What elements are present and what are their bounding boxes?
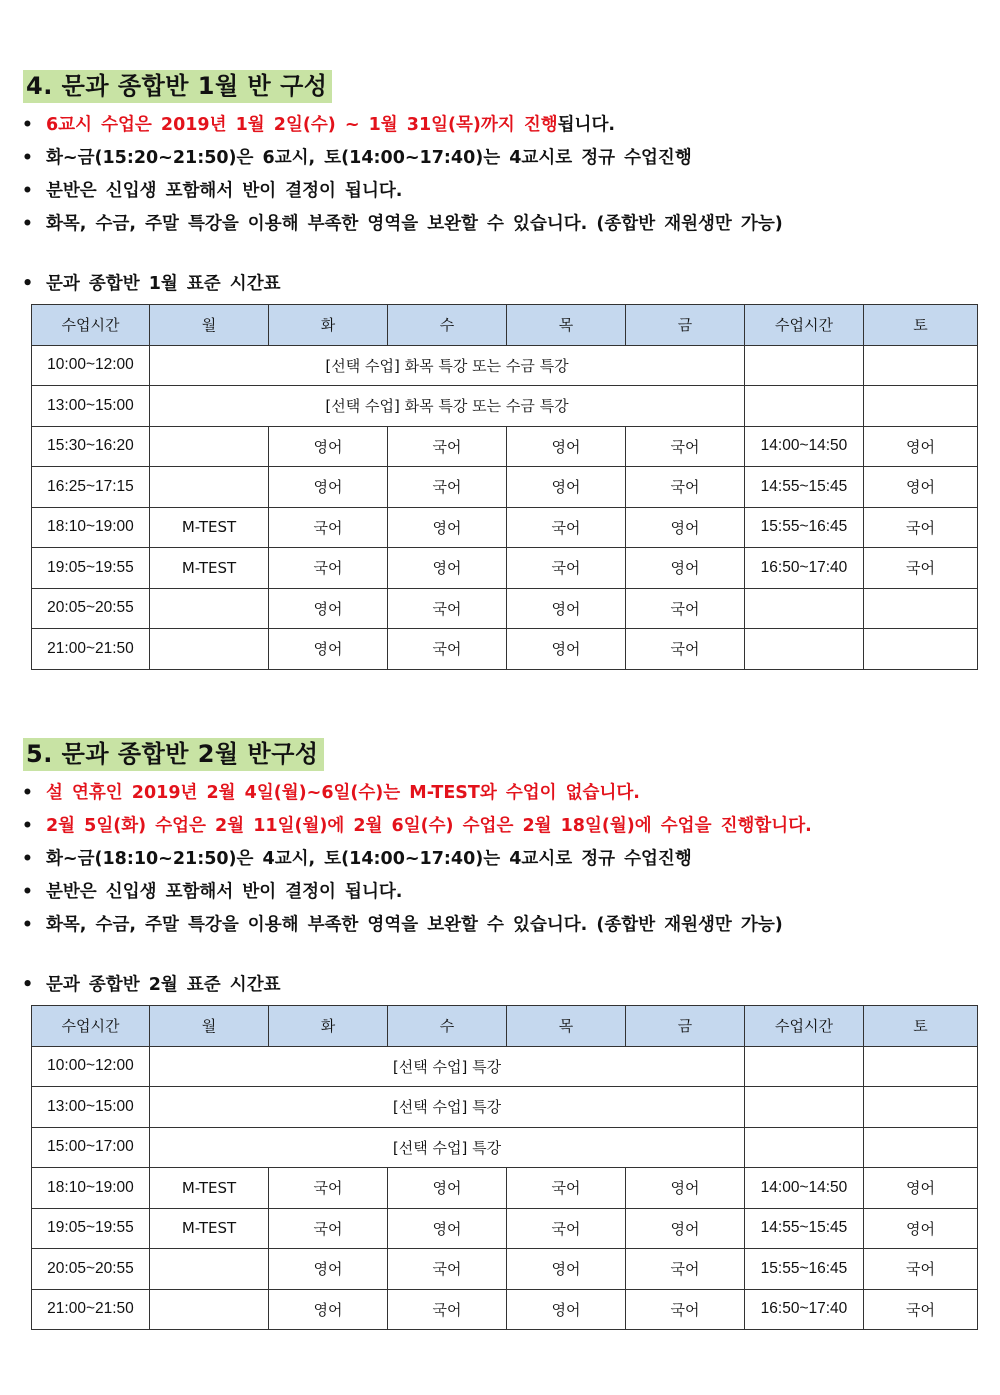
notice-text: 화~금(18:10~21:50)은 4교시, 토(14:00~17:40)는 4교시로 정규 수업진행 [46,849,692,869]
bullet-icon: • [22,214,33,234]
subject-cell: 국어 [269,1168,388,1209]
table-row [32,629,978,670]
timetable-january [31,304,978,670]
elective-cell: [선택 수업] 특강 [150,1087,745,1128]
bullet-icon: • [22,849,33,869]
column-header: 수 [388,305,507,346]
notice-item [22,109,1000,142]
table-header-row [32,1006,978,1047]
subject-cell: 영어 [626,548,745,589]
bullet-icon: • [22,975,34,995]
column-header: 수업시간 [32,1006,150,1047]
time-cell: 10:00~12:00 [32,345,150,386]
notice-text: 분반은 신입생 포함해서 반이 결정이 됩니다. [46,882,403,902]
column-header: 월 [150,1006,269,1047]
empty-cell [864,345,978,386]
subject-cell [150,588,269,629]
column-header: 목 [507,1006,626,1047]
subject-cell: 영어 [626,1208,745,1249]
table-row [32,1127,978,1168]
time-cell: 15:30~16:20 [32,426,150,467]
table-row [32,1208,978,1249]
subject-cell: 국어 [388,629,507,670]
bullet-icon: • [22,181,33,201]
subject-cell: 국어 [388,426,507,467]
empty-cell [745,1127,864,1168]
subject-cell: 국어 [269,1208,388,1249]
table-row [32,386,978,427]
time-cell: 18:10~19:00 [32,507,150,548]
notice-item [22,876,1000,909]
empty-cell [745,1087,864,1128]
time-cell: 21:00~21:50 [32,1289,150,1330]
column-header: 수업시간 [745,1006,864,1047]
subject-cell: 영어 [269,467,388,508]
empty-cell [864,1046,978,1087]
section-heading: 4. 문과 종합반 1월 반 구성 [23,70,332,103]
subject-cell: 영어 [626,507,745,548]
subject-cell: M-TEST [150,1168,269,1209]
column-header: 토 [864,305,978,346]
subject-cell: 국어 [626,467,745,508]
column-header: 수업시간 [745,305,864,346]
subject-cell: 영어 [269,1249,388,1290]
subject-cell: 영어 [269,629,388,670]
subject-cell: 국어 [626,629,745,670]
section-february [0,738,1000,1330]
elective-cell: [선택 수업] 특강 [150,1046,745,1087]
subject-cell: M-TEST [150,507,269,548]
empty-cell [745,1046,864,1087]
bullet-icon: • [22,816,33,836]
time-cell: 20:05~20:55 [32,1249,150,1290]
column-header: 수 [388,1006,507,1047]
bullet-icon: • [22,274,34,294]
subject-cell: 영어 [507,1289,626,1330]
time-cell: 13:00~15:00 [32,1087,150,1128]
subject-cell: 국어 [507,1208,626,1249]
subject-cell: 영어 [507,1249,626,1290]
section-heading: 5. 문과 종합반 2월 반구성 [23,738,324,771]
table-row [32,548,978,589]
subject-cell: 국어 [507,507,626,548]
subject-cell: 국어 [626,1249,745,1290]
notice-list [22,109,1000,241]
table-row [32,1087,978,1128]
subject-cell [150,1289,269,1330]
time-cell: 16:50~17:40 [745,548,864,589]
subject-cell: 영어 [864,467,978,508]
subject-cell: M-TEST [150,1208,269,1249]
subject-cell: 국어 [626,1289,745,1330]
time-cell [745,588,864,629]
table-row [32,1168,978,1209]
subject-cell: 영어 [507,588,626,629]
table-row [32,1046,978,1087]
empty-cell [745,345,864,386]
subject-cell: 국어 [269,548,388,589]
subject-cell [150,467,269,508]
time-cell: 15:55~16:45 [745,507,864,548]
elective-cell: [선택 수업] 화목 특강 또는 수금 특강 [150,345,745,386]
table-row [32,467,978,508]
notice-text: 6교시 수업은 2019년 1월 2일(수) ~ 1월 31일(목)까지 진행 [46,115,558,135]
subject-cell: 영어 [269,1289,388,1330]
subject-cell [150,426,269,467]
subject-cell: 국어 [388,467,507,508]
notice-item [22,175,1000,208]
time-cell: 14:00~14:50 [745,1168,864,1209]
subject-cell: 영어 [388,548,507,589]
subject-cell: 영어 [507,426,626,467]
subject-cell: 영어 [388,1208,507,1249]
table-row [32,588,978,629]
column-header: 화 [269,305,388,346]
notice-list [22,777,1000,942]
subject-cell [864,588,978,629]
subject-cell: 국어 [507,1168,626,1209]
bullet-icon: • [22,148,33,168]
table-row [32,345,978,386]
notice-text: 설 연휴인 2019년 2월 4일(월)~6일(수)는 M-TEST와 수업이 없습니다. [46,783,640,803]
time-cell: 16:50~17:40 [745,1289,864,1330]
subject-cell: 국어 [269,507,388,548]
notice-text: 화목, 수금, 주말 특강을 이용해 부족한 영역을 보완할 수 있습니다. (종합반 재원생만 가능) [46,915,783,935]
time-cell [745,629,864,670]
subject-cell: 영어 [269,426,388,467]
time-cell: 14:55~15:45 [745,467,864,508]
subject-cell: 영어 [864,426,978,467]
notice-text: 분반은 신입생 포함해서 반이 결정이 됩니다. [46,181,403,201]
subject-cell: 영어 [864,1168,978,1209]
empty-cell [864,1087,978,1128]
bullet-icon: • [22,915,33,935]
column-header: 금 [626,1006,745,1047]
notice-item [22,909,1000,942]
notice-text: 화~금(15:20~21:50)은 6교시, 토(14:00~17:40)는 4교시로 정규 수업진행 [46,148,692,168]
table-row [32,1289,978,1330]
notice-item [22,208,1000,241]
notice-text: 화목, 수금, 주말 특강을 이용해 부족한 영역을 보완할 수 있습니다. (종합반 재원생만 가능) [46,214,783,234]
empty-cell [864,1127,978,1168]
subject-cell: 국어 [864,1249,978,1290]
subject-cell: 영어 [864,1208,978,1249]
table-title: • 문과 종합반 1월 표준 시간표 [22,269,1000,299]
table-header-row [32,305,978,346]
bullet-icon: • [22,783,33,803]
column-header: 화 [269,1006,388,1047]
subject-cell: 영어 [269,588,388,629]
notice-text: 2월 5일(화) 수업은 2월 11일(월)에 2월 6일(수) 수업은 2월 18일(월)에 수업을 진행합니다. [46,816,812,836]
time-cell: 16:25~17:15 [32,467,150,508]
subject-cell: 영어 [388,507,507,548]
time-cell: 14:00~14:50 [745,426,864,467]
time-cell: 15:55~16:45 [745,1249,864,1290]
time-cell: 14:55~15:45 [745,1208,864,1249]
notice-item [22,142,1000,175]
elective-cell: [선택 수업] 화목 특강 또는 수금 특강 [150,386,745,427]
section-january [0,70,1000,670]
subject-cell: 영어 [507,629,626,670]
timetable-february [31,1005,978,1330]
subject-cell: 국어 [864,1289,978,1330]
empty-cell [745,386,864,427]
time-cell: 21:00~21:50 [32,629,150,670]
subject-cell: 영어 [626,1168,745,1209]
notice-item [22,777,1000,810]
subject-cell: 국어 [864,507,978,548]
subject-cell [150,629,269,670]
subject-cell: M-TEST [150,548,269,589]
subject-cell: 국어 [388,588,507,629]
notice-suffix: 됩니다. [557,115,616,135]
table-row [32,507,978,548]
bullet-icon: • [22,115,33,135]
empty-cell [864,386,978,427]
subject-cell: 국어 [507,548,626,589]
column-header: 월 [150,305,269,346]
column-header: 수업시간 [32,305,150,346]
table-row [32,1249,978,1290]
time-cell: 15:00~17:00 [32,1127,150,1168]
table-title: • 문과 종합반 2월 표준 시간표 [22,970,1000,1000]
subject-cell: 영어 [388,1168,507,1209]
column-header: 목 [507,305,626,346]
table-row [32,426,978,467]
time-cell: 19:05~19:55 [32,1208,150,1249]
subject-cell: 국어 [864,548,978,589]
time-cell: 10:00~12:00 [32,1046,150,1087]
time-cell: 19:05~19:55 [32,548,150,589]
subject-cell: 국어 [388,1249,507,1290]
elective-cell: [선택 수업] 특강 [150,1127,745,1168]
bullet-icon: • [22,882,33,902]
subject-cell [150,1249,269,1290]
column-header: 토 [864,1006,978,1047]
column-header: 금 [626,305,745,346]
time-cell: 18:10~19:00 [32,1168,150,1209]
subject-cell: 국어 [388,1289,507,1330]
notice-item [22,810,1000,843]
subject-cell: 영어 [507,467,626,508]
subject-cell: 국어 [626,426,745,467]
time-cell: 20:05~20:55 [32,588,150,629]
subject-cell: 국어 [626,588,745,629]
subject-cell [864,629,978,670]
time-cell: 13:00~15:00 [32,386,150,427]
notice-item [22,843,1000,876]
